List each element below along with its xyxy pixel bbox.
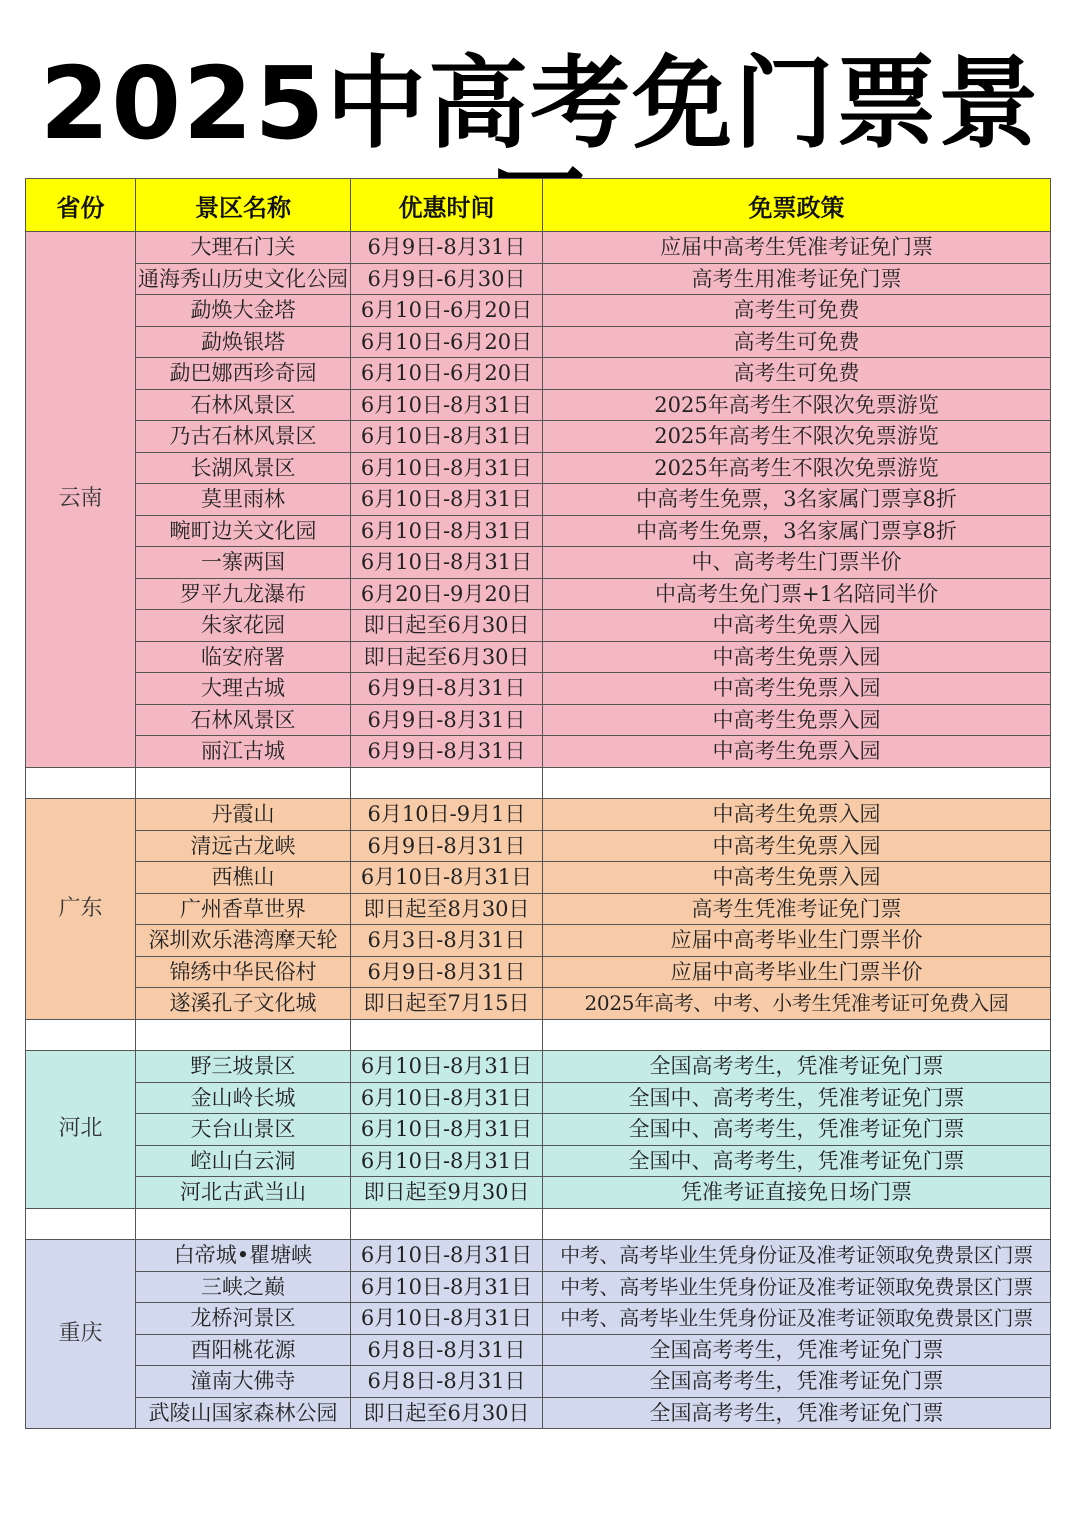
empty-cell [351,767,543,799]
policy-cell: 应届中高考生凭准考证免门票 [543,232,1051,264]
table-row [26,1114,1051,1146]
empty-cell [136,1019,351,1051]
policy-cell: 中高考生免票入园 [543,862,1051,894]
table-row [26,578,1051,610]
discount-time-cell: 6月9日-8月31日 [351,736,543,768]
discount-time-cell: 6月8日-8月31日 [351,1366,543,1398]
discount-time-cell: 6月10日-9月1日 [351,799,543,831]
discount-time-cell: 6月9日-8月31日 [351,673,543,705]
discount-time-cell: 6月10日-6月20日 [351,358,543,390]
province-cell: 河北 [26,1051,136,1209]
table-row [26,358,1051,390]
table-row [26,925,1051,957]
table-row [26,1177,1051,1209]
table-row [26,862,1051,894]
table-body [26,232,1051,1429]
policy-cell: 凭准考证直接免日场门票 [543,1177,1051,1209]
policy-cell: 全国高考考生，凭准考证免门票 [543,1366,1051,1398]
header-free-policy: 免票政策 [543,179,1051,232]
discount-time-cell: 6月10日-8月31日 [351,1271,543,1303]
table-row [26,1082,1051,1114]
table-row [26,610,1051,642]
discount-time-cell: 即日起至7月15日 [351,988,543,1020]
policy-cell: 中高考生免票入园 [543,830,1051,862]
table-row [26,704,1051,736]
empty-cell [136,767,351,799]
scenic-name-cell: 白帝城•瞿塘峡 [136,1240,351,1272]
discount-time-cell: 6月10日-8月31日 [351,547,543,579]
table-row [26,1334,1051,1366]
policy-cell: 高考生可免费 [543,295,1051,327]
table-row [26,1303,1051,1335]
header-province: 省份 [26,179,136,232]
table-row [26,893,1051,925]
discount-time-cell: 6月10日-8月31日 [351,1051,543,1083]
policy-cell: 中考、高考毕业生凭身份证及准考证领取免费景区门票 [543,1303,1051,1335]
scenic-name-cell: 勐巴娜西珍奇园 [136,358,351,390]
policy-cell: 中高考生免票入园 [543,736,1051,768]
header-scenic-name: 景区名称 [136,179,351,232]
scenic-name-cell: 丹霞山 [136,799,351,831]
scenic-name-cell: 天台山景区 [136,1114,351,1146]
discount-time-cell: 6月9日-8月31日 [351,704,543,736]
policy-cell: 全国中、高考考生，凭准考证免门票 [543,1082,1051,1114]
policy-cell: 高考生可免费 [543,358,1051,390]
discount-time-cell: 6月20日-9月20日 [351,578,543,610]
table-row [26,1145,1051,1177]
discount-time-cell: 6月10日-6月20日 [351,326,543,358]
empty-cell [136,1208,351,1240]
table-row [26,389,1051,421]
scenic-name-cell: 深圳欢乐港湾摩天轮 [136,925,351,957]
scenic-name-cell: 罗平九龙瀑布 [136,578,351,610]
scenic-name-cell: 遂溪孔子文化城 [136,988,351,1020]
scenic-name-cell: 龙桥河景区 [136,1303,351,1335]
scenic-name-cell: 清远古龙峡 [136,830,351,862]
discount-time-cell: 6月10日-8月31日 [351,452,543,484]
discount-time-cell: 即日起至6月30日 [351,641,543,673]
discount-time-cell: 6月10日-8月31日 [351,1114,543,1146]
discount-time-cell: 6月10日-6月20日 [351,295,543,327]
policy-cell: 中高考生免门票+1名陪同半价 [543,578,1051,610]
discount-time-cell: 即日起至6月30日 [351,1397,543,1429]
scenic-name-cell: 野三坡景区 [136,1051,351,1083]
discount-time-cell: 6月10日-8月31日 [351,1082,543,1114]
table-row [26,736,1051,768]
province-cell: 云南 [26,232,136,768]
table-row [26,799,1051,831]
discount-time-cell: 6月10日-8月31日 [351,515,543,547]
spacer-row [26,1208,1051,1240]
scenic-name-cell: 锦绣中华民俗村 [136,956,351,988]
table-row [26,484,1051,516]
scenic-name-cell: 长湖风景区 [136,452,351,484]
discount-time-cell: 6月10日-8月31日 [351,389,543,421]
scenic-name-cell: 莫里雨林 [136,484,351,516]
scenic-name-cell: 勐焕大金塔 [136,295,351,327]
scenic-name-cell: 朱家花园 [136,610,351,642]
table-row [26,1366,1051,1398]
table-row [26,1240,1051,1272]
scenic-name-cell: 畹町边关文化园 [136,515,351,547]
policy-cell: 中高考生免票入园 [543,799,1051,831]
scenic-name-cell: 金山岭长城 [136,1082,351,1114]
table-row [26,1397,1051,1429]
empty-cell [543,1019,1051,1051]
scenic-name-cell: 广州香草世界 [136,893,351,925]
policy-cell: 中高考生免票入园 [543,673,1051,705]
policy-cell: 全国中、高考考生，凭准考证免门票 [543,1145,1051,1177]
spacer-row [26,1019,1051,1051]
discount-time-cell: 即日起至9月30日 [351,1177,543,1209]
discount-time-cell: 6月8日-8月31日 [351,1334,543,1366]
header-discount-time: 优惠时间 [351,179,543,232]
scenic-name-cell: 勐焕银塔 [136,326,351,358]
policy-cell: 2025年高考生不限次免票游览 [543,389,1051,421]
scenic-name-cell: 崆山白云洞 [136,1145,351,1177]
discount-time-cell: 6月10日-8月31日 [351,1303,543,1335]
policy-cell: 高考生凭准考证免门票 [543,893,1051,925]
empty-cell [26,767,136,799]
discount-time-cell: 即日起至6月30日 [351,610,543,642]
policy-cell: 全国高考考生，凭准考证免门票 [543,1051,1051,1083]
policy-cell: 2025年高考生不限次免票游览 [543,421,1051,453]
table-row [26,673,1051,705]
table-row [26,641,1051,673]
scenic-name-cell: 乃古石林风景区 [136,421,351,453]
policy-cell: 中考、高考毕业生凭身份证及准考证领取免费景区门票 [543,1271,1051,1303]
discount-time-cell: 6月10日-8月31日 [351,862,543,894]
scenic-name-cell: 武陵山国家森林公园 [136,1397,351,1429]
table-row [26,295,1051,327]
discount-time-cell: 6月10日-8月31日 [351,1145,543,1177]
scenic-name-cell: 河北古武当山 [136,1177,351,1209]
discount-time-cell: 即日起至8月30日 [351,893,543,925]
policy-cell: 中高考生免票，3名家属门票享8折 [543,515,1051,547]
discount-time-cell: 6月10日-8月31日 [351,1240,543,1272]
table-row [26,515,1051,547]
table-row [26,263,1051,295]
page-title: 2025中高考免门票景 [39,45,1041,162]
empty-cell [26,1019,136,1051]
policy-cell: 2025年高考生不限次免票游览 [543,452,1051,484]
policy-cell: 高考生用准考证免门票 [543,263,1051,295]
table-row [26,326,1051,358]
policy-cell: 2025年高考、中考、小考生凭准考证可免费入园 [543,988,1051,1020]
table-row [26,1271,1051,1303]
scenic-name-cell: 临安府署 [136,641,351,673]
discount-time-cell: 6月9日-8月31日 [351,232,543,264]
discount-time-cell: 6月9日-8月31日 [351,956,543,988]
policy-cell: 中考、高考毕业生凭身份证及准考证领取免费景区门票 [543,1240,1051,1272]
spacer-row [26,767,1051,799]
policy-cell: 全国中、高考考生，凭准考证免门票 [543,1114,1051,1146]
table-row [26,421,1051,453]
empty-cell [351,1208,543,1240]
scenic-name-cell: 潼南大佛寺 [136,1366,351,1398]
province-cell: 广东 [26,799,136,1020]
scenic-name-cell: 丽江古城 [136,736,351,768]
scenic-spot-table [25,178,1051,1429]
scenic-name-cell: 一寨两国 [136,547,351,579]
table-row [26,547,1051,579]
discount-time-cell: 6月9日-6月30日 [351,263,543,295]
table-row [26,232,1051,264]
table-row [26,830,1051,862]
policy-cell: 应届中高考毕业生门票半价 [543,956,1051,988]
policy-cell: 中高考生免票，3名家属门票享8折 [543,484,1051,516]
policy-cell: 全国高考考生，凭准考证免门票 [543,1397,1051,1429]
scenic-name-cell: 酉阳桃花源 [136,1334,351,1366]
scenic-name-cell: 三峡之巅 [136,1271,351,1303]
scenic-name-cell: 大理石门关 [136,232,351,264]
policy-cell: 全国高考考生，凭准考证免门票 [543,1334,1051,1366]
table-row [26,956,1051,988]
policy-cell: 应届中高考毕业生门票半价 [543,925,1051,957]
policy-cell: 中高考生免票入园 [543,610,1051,642]
empty-cell [543,1208,1051,1240]
table-row [26,988,1051,1020]
scenic-name-cell: 通海秀山历史文化公园 [136,263,351,295]
policy-cell: 中、高考考生门票半价 [543,547,1051,579]
table-header-row [26,179,1051,232]
discount-time-cell: 6月3日-8月31日 [351,925,543,957]
empty-cell [543,767,1051,799]
discount-time-cell: 6月9日-8月31日 [351,830,543,862]
discount-time-cell: 6月10日-8月31日 [351,421,543,453]
scenic-name-cell: 西樵山 [136,862,351,894]
policy-cell: 中高考生免票入园 [543,641,1051,673]
table-row [26,452,1051,484]
scenic-name-cell: 大理古城 [136,673,351,705]
policy-cell: 高考生可免费 [543,326,1051,358]
scenic-name-cell: 石林风景区 [136,389,351,421]
empty-cell [351,1019,543,1051]
discount-time-cell: 6月10日-8月31日 [351,484,543,516]
empty-cell [26,1208,136,1240]
table-row [26,1051,1051,1083]
policy-cell: 中高考生免票入园 [543,704,1051,736]
province-cell: 重庆 [26,1240,136,1429]
scenic-name-cell: 石林风景区 [136,704,351,736]
